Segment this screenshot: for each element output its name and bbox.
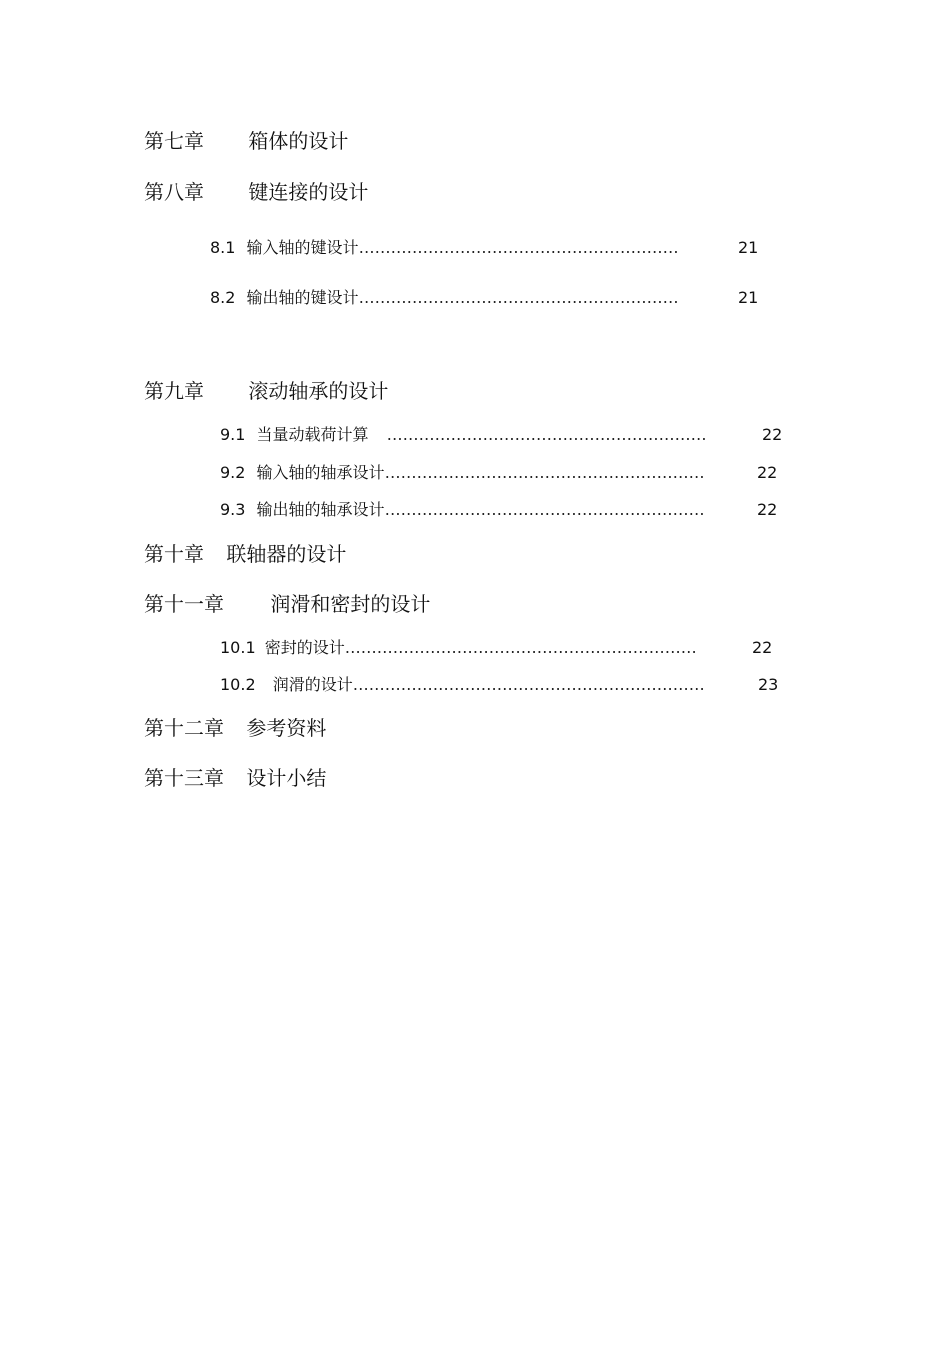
section-number: 10.2 [220,675,256,694]
leader-dots: …………………………………………………… [358,238,679,257]
page-number: 22 [757,500,778,519]
chapter-label: 第十二章 [144,716,224,740]
chapter-label: 第七章 [144,129,204,153]
chapter-title: 滚动轴承的设计 [248,379,389,403]
toc-section [220,500,790,520]
leader-dots: ………………………………………………………… [344,638,697,657]
toc-chapter [144,716,326,740]
chapter-title: 联轴器的设计 [226,542,347,566]
page-number: 21 [738,238,759,257]
chapter-label: 第九章 [144,379,204,403]
toc-chapter [144,542,346,566]
section-title: 输入轴的轴承设计 [256,463,385,482]
chapter-label: 第十三章 [144,766,224,790]
section-number: 10.1 [220,638,256,657]
toc-section [210,238,770,258]
chapter-title: 参考资料 [246,716,327,740]
toc-chapter [144,379,388,403]
leader-dots: ………………………………………………………… [352,675,705,694]
toc-chapter [144,129,348,153]
section-title: 密封的设计 [264,638,345,657]
page-number: 22 [757,463,778,482]
page-number: 22 [762,425,783,444]
section-number: 8.2 [210,288,236,307]
section-title: 润滑的设计 [272,675,353,694]
toc-section [220,675,790,695]
chapter-title: 箱体的设计 [248,129,349,153]
toc-chapter [144,180,368,204]
page-number: 22 [752,638,773,657]
chapter-title: 润滑和密封的设计 [270,592,431,616]
section-title: 当量动载荷计算 [256,425,369,444]
page-number: 21 [738,288,759,307]
toc-chapter [144,766,326,790]
toc-section [220,638,790,658]
toc-section [220,425,790,445]
toc-chapter [144,592,430,616]
section-number: 9.2 [220,463,246,482]
leader-dots: …………………………………………………… [384,463,705,482]
chapter-label: 第十章 [144,542,204,566]
section-number: 9.1 [220,425,246,444]
section-number: 9.3 [220,500,246,519]
toc-section [220,463,790,483]
page-number: 23 [758,675,779,694]
section-title: 输入轴的键设计 [246,238,359,257]
section-title: 输出轴的键设计 [246,288,359,307]
chapter-label: 第八章 [144,180,204,204]
toc-section [210,288,770,308]
leader-dots: …………………………………………………… [358,288,679,307]
chapter-title: 设计小结 [246,766,327,790]
chapter-title: 键连接的设计 [248,180,369,204]
section-number: 8.1 [210,238,236,257]
section-title: 输出轴的轴承设计 [256,500,385,519]
chapter-label: 第十一章 [144,592,224,616]
leader-dots: …………………………………………………… [386,425,707,444]
leader-dots: …………………………………………………… [384,500,705,519]
